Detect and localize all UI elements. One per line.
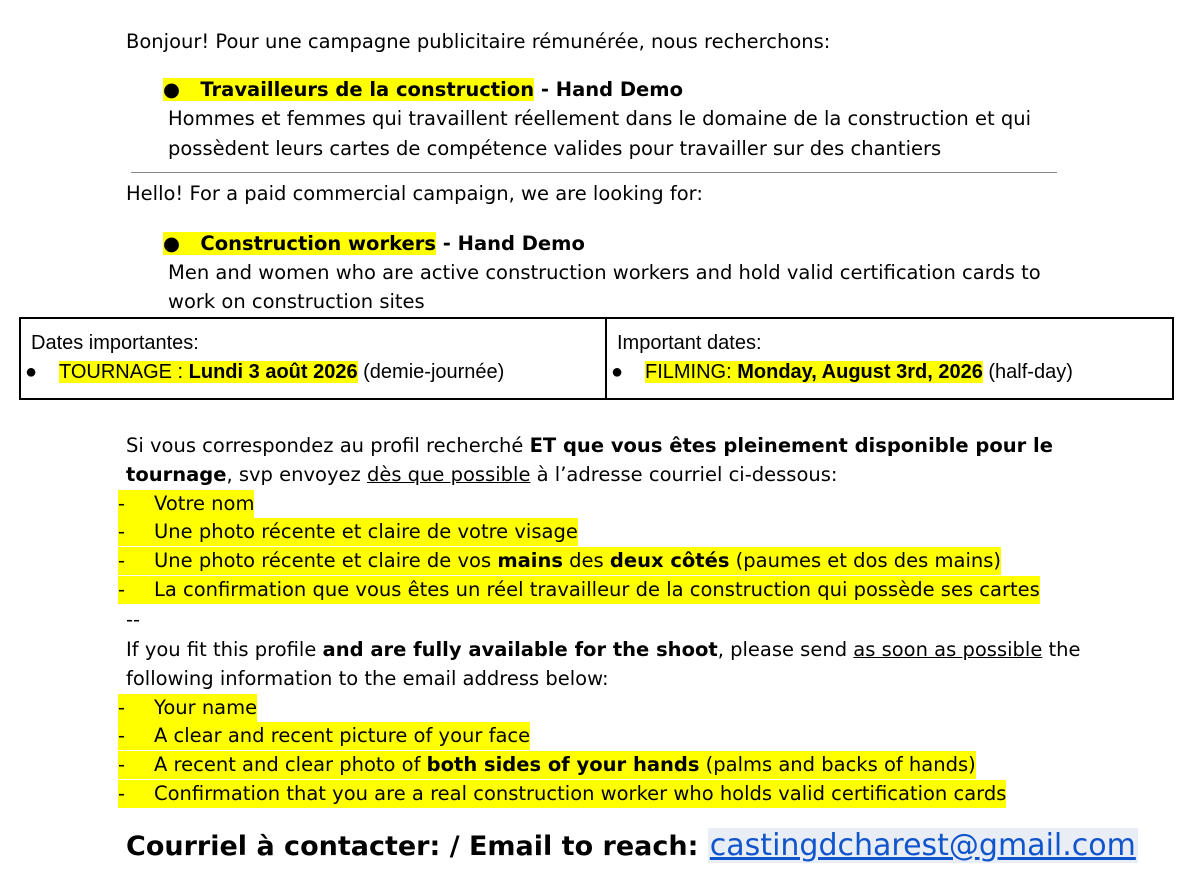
contact-email-link[interactable]: castingdcharest@gmail.com: [709, 828, 1136, 863]
fr-role-title: Travailleurs de la construction: [200, 78, 535, 101]
en-intro: Hello! For a paid commercial campaign, we are looking for:: [126, 182, 703, 205]
separator: --: [126, 608, 141, 631]
fr-list-item: - Votre nom: [118, 490, 254, 518]
date-label-fr: TOURNAGE :: [59, 361, 189, 383]
bullet-icon: ●: [163, 78, 181, 101]
en-role-desc-2: work on construction sites: [168, 290, 425, 313]
contact-label: Courriel à contacter: / Email to reach:: [126, 831, 708, 862]
en-role-desc-1: Men and women who are active construction workers and hold valid certification cards to: [168, 261, 1041, 284]
en-instructions-line-1: If you fit this profile and are fully available for the shoot, please send as soon as possible the: [126, 638, 1081, 661]
date-item-fr: [25, 357, 599, 387]
en-list-item: - Your name: [118, 694, 257, 722]
dates-title-fr: Dates importantes:: [31, 332, 199, 354]
date-note-fr: (demie-journée): [357, 361, 505, 383]
en-instructions-line-2: following information to the email address below:: [126, 667, 609, 690]
contact-line: [126, 828, 1138, 863]
en-list-item: - A clear and recent picture of your face: [118, 722, 530, 750]
fr-instructions-line-2: tournage, svp envoyez dès que possible à l’adresse courriel ci-dessous:: [126, 463, 838, 486]
en-role-suffix: - Hand Demo: [435, 232, 585, 255]
fr-role-suffix: - Hand Demo: [534, 78, 684, 101]
fr-role-desc-2: possèdent leurs cartes de compétence valides pour travailler sur des chantiers: [168, 137, 942, 160]
date-value-en: Monday, August 3rd, 2026: [737, 361, 983, 383]
date-label-en: FILMING:: [645, 361, 738, 383]
fr-intro: Bonjour! Pour une campagne publicitaire rémunérée, nous recherchons:: [126, 30, 831, 53]
en-list-item: - Confirmation that you are a real construction worker who holds valid certification cards: [118, 780, 1006, 808]
fr-role-bullet: [163, 75, 683, 104]
bullet-icon: ●: [611, 361, 624, 383]
fr-role-desc-1: Hommes et femmes qui travaillent réellement dans le domaine de la construction et qui: [168, 107, 1031, 130]
fr-list-item: - La confirmation que vous êtes un réel travailleur de la construction qui possède ses cartes: [118, 576, 1040, 604]
dates-cell-fr: [20, 318, 606, 399]
date-note-en: (half-day): [982, 361, 1073, 383]
fr-list-item: - Une photo récente et claire de vos mains des deux côtés (paumes et dos des mains): [118, 547, 1001, 575]
dates-cell-en: [606, 318, 1173, 399]
en-role-bullet: [163, 229, 585, 258]
horizontal-rule: [131, 172, 1057, 173]
en-role-title: Construction workers: [200, 232, 436, 255]
dates-title-en: Important dates:: [617, 332, 762, 354]
fr-list-item: - Une photo récente et claire de votre visage: [118, 518, 578, 546]
fr-instructions-line-1: Si vous correspondez au profil recherché ET que vous êtes pleinement disponible pour le: [126, 434, 1053, 457]
bullet-icon: ●: [25, 361, 38, 383]
date-item-en: [611, 357, 1166, 387]
bullet-icon: ●: [163, 232, 181, 255]
en-list-item: - A recent and clear photo of both sides of your hands (palms and backs of hands): [118, 751, 976, 779]
dates-table: [19, 317, 1174, 400]
date-value-fr: Lundi 3 août 2026: [188, 361, 358, 383]
